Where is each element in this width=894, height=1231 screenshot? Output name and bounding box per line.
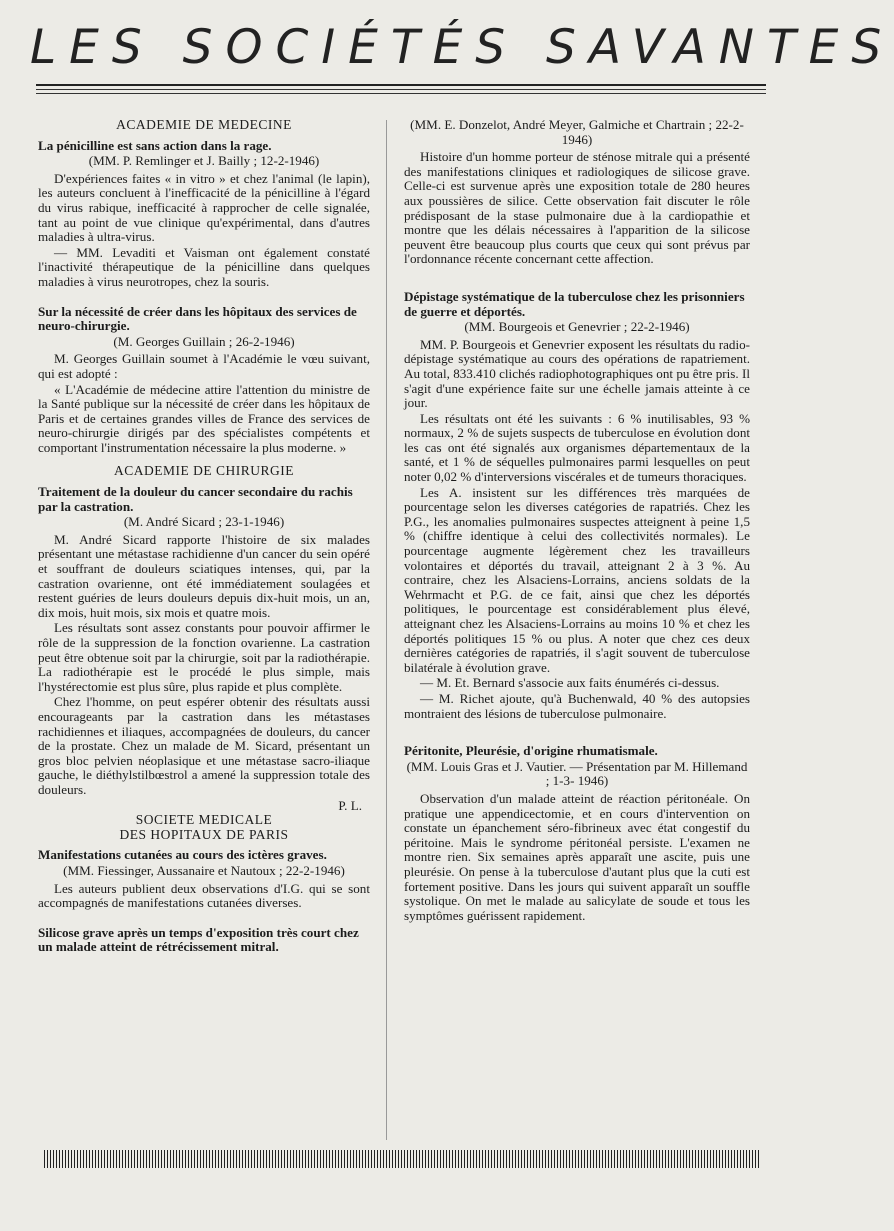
paragraph: Histoire d'un homme porteur de sténose mitrale qui a présenté des manifestations cliniques et radiologiques de silicose grave. Celle-ci est survenue après une exposition totale de 280 heures aux poussières de silice. Cette observation fait discuter le rôle prédisposant de la stase pulmonaire due à la cardiopathie et montre que les délais nécessaires à l'apparition de la silicose peuvent être beaucoup plus courts que ceux qui sont prévus par l'ordonnance récente concernant cette affection. [404, 149, 750, 267]
article-title: Traitement de la douleur du cancer secondaire du rachis par la castration. [38, 484, 353, 514]
decorative-bottom-border [44, 1150, 760, 1168]
paragraph: Chez l'homme, on peut espérer obtenir des résultats aussi encourageants par la castration dans les métastases rachidiennes et iliaques, accompagnées de douleurs, du cancer de la prostate. Chez un malade de M. Sicard, présentant un gros bloc pelvien néoplasique et une métastase sacro-iliaque gauche, le diéthylstilbœstrol a amené la suppression totale des douleurs. [38, 694, 370, 797]
paragraph: — M. Et. Bernard s'associe aux faits énumérés ci-dessus. [420, 675, 720, 691]
paragraph: Les résultats sont assez constants pour pouvoir affirmer le rôle de la suppression de la fonction ovarienne. La castration peut être obtenue soit par la chirurgie, soit par la radiothérapie. La radiothérapie est le procédé le plus simple, mais l'hystérectomie est plus sûre, plus rapide et plus complète. [38, 620, 370, 694]
paragraph: — MM. Levaditi et Vaisman ont également constaté l'inactivité thérapeutique de la pénicilline dans quelques maladies à virus neurotropes, chez la souris. [38, 244, 370, 289]
article-title: Manifestations cutanées au cours des ictères graves. [38, 847, 327, 863]
article-title: Dépistage systématique de la tuberculose chez les prisonniers de guerre et déportés. [404, 288, 745, 319]
article-authors: (MM. P. Remlinger et J. Bailly ; 12-2-1946) [88, 153, 320, 169]
right-column [404, 118, 750, 924]
article-authors: (M. André Sicard ; 23-1-1946) [123, 514, 285, 530]
paragraph: Les A. insistent sur les différences très marquées de pourcentage selon les diverses catégories de rapatriés. Chez les P.G., les anomalies pulmonaires suspectes atteignent à peine 1,5 % (chiffre identique à celui des collectivités normales). Le pourcentage augmente légèrement chez les travailleurs volontaires et déportés du travail, atteignant 2 à 3 %. Au contraire, chez les Alsaciens-Lorrains, anciens soldats de la Wehrmacht et P.G. de ce fait, ainsi que chez les déportés politiques, le pourcentage est considérablement plus élevé, atteignant chez les Alsaciens-Lorrains au moins 10 % et chez les déportés politiques 15 % ou plus. A noter que chez ces deux dernières catégories de rapatriés, il s'agit souvent de tuberculose bilatérale à évolution grave. [404, 484, 750, 675]
article-authors: (MM. Bourgeois et Genevrier ; 22-2-1946) [464, 319, 690, 335]
article-authors: (MM. Fiessinger, Aussanaire et Nautoux ; 22-2-1946) [63, 862, 345, 878]
article-title: Sur la nécessité de créer dans les hôpitaux des services de neuro-chirurgie. [38, 303, 357, 334]
section-heading: ACADEMIE DE CHIRURGIE [114, 463, 294, 479]
paragraph: Les résultats ont été les suivants : 6 % inutilisables, 93 % normaux, 2 % de sujets suspects de tuberculose en évolution dont les cas ont été signalés aux organismes départementaux de la santé, et 1 % de séquelles pulmonaires parmi lesquelles on peut noter 0,02 % d'interversions viscérales et de tumeurs thoraciques. [404, 410, 750, 485]
paragraph: « L'Académie de médecine attire l'attention du ministre de la Santé publique sur la nécessité de créer dans les hôpitaux de Paris et de certaines grandes villes de France des services de neuro-chirurgie dirigés par des spécialistes compétents et comportant l'instrumentation nécessaire la plus moderne. » [38, 381, 370, 455]
left-column [38, 118, 370, 956]
column-divider [386, 120, 387, 1140]
paragraph: MM. P. Bourgeois et Genevrier exposent les résultats du radio-dépistage systématique au cours des opérations de rapatriement. Au total, 833.410 clichés radiophotographiques ont pu être pris. Il s'agit d'une expérience faite sur une échelle jamais atteinte à ce jour. [404, 336, 750, 411]
paragraph: M. André Sicard rapporte l'histoire de six malades présentant une métastase rachidienne d'un cancer du sein opéré et souffrant de douleurs sciatiques intenses, qui, par la castration ovarienne, ont été immédiatement soulagées et restent guéries de leurs douleurs depuis dix-huit mois, un an, dix mois, huit mois, six mois et quatre mois. [38, 531, 370, 620]
paragraph: D'expériences faites « in vitro » et chez l'animal (le lapin), les auteurs concluent à l'inefficacité de la pénicilline à l'égard du virus rabique, inefficacité à rapprocher de celle signalée, tant au point de vue clinique qu'expérimental, dans d'autres maladies à ultra-virus. [38, 170, 370, 245]
article-authors: (M. Georges Guillain ; 26-2-1946) [113, 333, 295, 349]
section-heading: DES HOPITAUX DE PARIS [119, 826, 289, 842]
section-heading: SOCIETE MEDICALE [135, 812, 273, 828]
paragraph: — M. Richet ajoute, qu'à Buchenwald, 40 % des autopsies montraient des lésions de tuberculose pulmonaire. [404, 690, 750, 721]
paragraph: Les auteurs publient deux observations d'I.G. qui se sont accompagnés de manifestations cutanées diverses. [38, 880, 370, 911]
article-title: La pénicilline est sans action dans la rage. [38, 137, 272, 153]
masthead-rules [36, 84, 766, 97]
article-title: Péritonite, Pleurésie, d'origine rhumatismale. [404, 743, 658, 759]
masthead-title: LES SOCIÉTÉS SAVANTES [30, 20, 894, 75]
article-title: Silicose grave après un temps d'exposition très court chez un malade atteint de rétrécissement mitral. [38, 924, 359, 955]
article-signature: P. L. [338, 797, 362, 813]
article-authors: (MM. Louis Gras et J. Vautier. — Présentation par M. Hillemand ; 1-3- 1946) [406, 758, 748, 789]
section-heading: ACADEMIE DE MEDECINE [116, 117, 292, 132]
article-authors: (MM. E. Donzelot, André Meyer, Galmiche et Chartrain ; 22-2-1946) [410, 117, 744, 147]
paragraph: M. Georges Guillain soumet à l'Académie le vœu suivant, qui est adopté : [38, 351, 370, 381]
paragraph: Observation d'un malade atteint de réaction péritonéale. On pratique une appendicectomie, et en cours d'intervention on constate un épanchement séro-fibrineux avec état congestif du péritoine. Mais le syndrome péritonéal persiste. L'examen ne montre rien. Six semaines après apparaît une ascite, puis une pleurésie. On pense à la tuberculose d'autant plus que la cuti est fortement positive. Dans les jours qui suivent apparaît un souffle systolique. On met le malade au salicylate de soude et tous les symptômes guérissent rapidement. [404, 790, 750, 923]
